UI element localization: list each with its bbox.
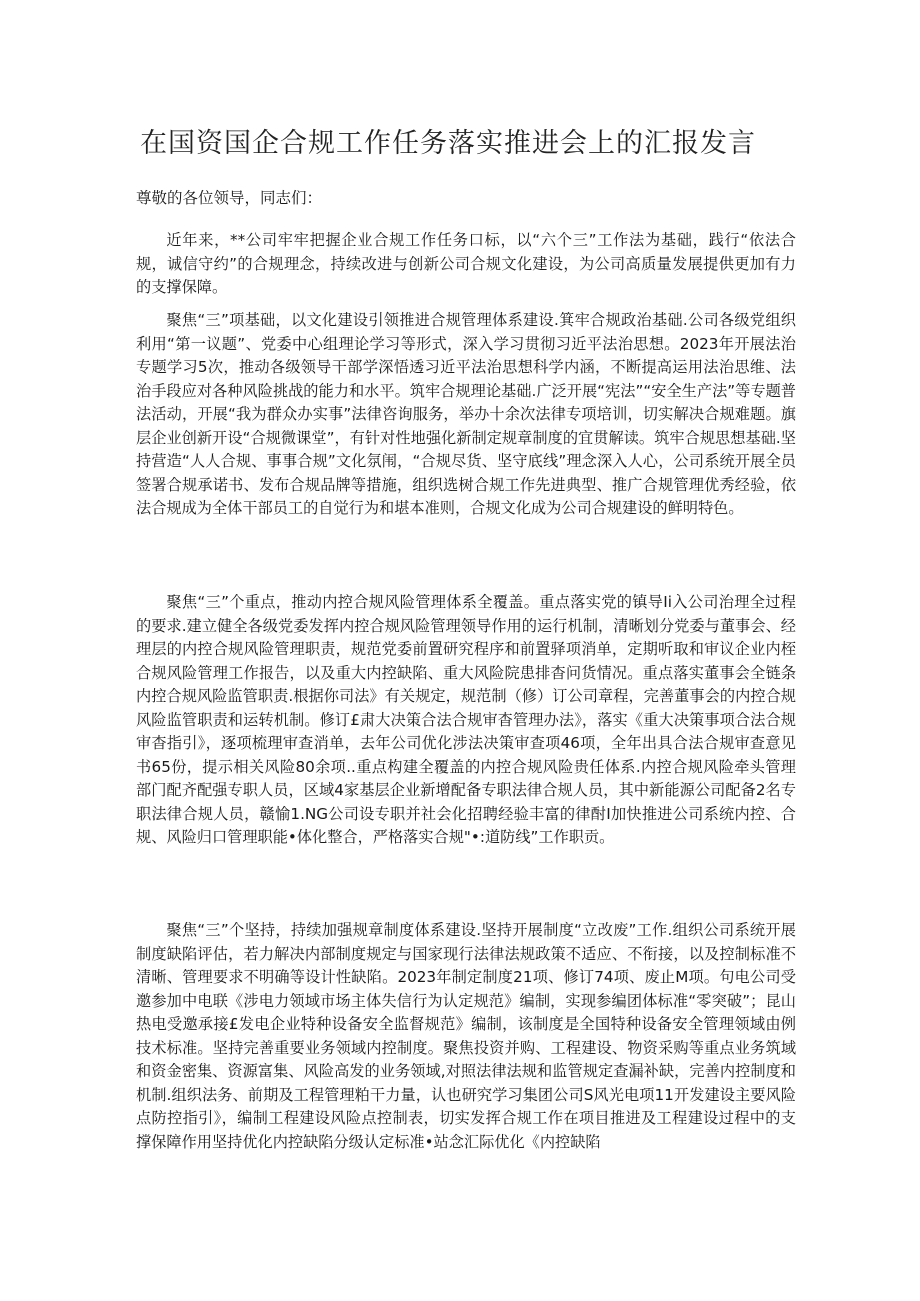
document-title: 在国资国企合规工作任务落实推进会上的汇报发言 — [140, 128, 756, 159]
paragraph-risk-management: 聚焦“三”个重点，推动内控合规风险管理体系全覆盖。重点落实党的镇导Ii入公司治理全过程的要求.建立健全各级党委发挥内控合规风险管理领导作用的运行机制，清晰划分党委与董事会、经理层的内控合规风险管理职责，规范党委前置研究程序和前置驿项消单，定期听取和审议企业内桎合规风险管理工作报告，以及重大内控缺陷、重大风险院患排杳问货情况。重点落实董事会全链条内控合规风险监管职责.根据你司法》有关规定，规范制（修）订公司章程，完善董事会的内控合规风险监管职责和运转机制。修订£肃大决策合法合规审杳管理办法》，落实《重大决策事项合法合规审杳指引》，逐项梳理审查消单，去年公司优化涉法决策审查项46项，全年出具合法合规审查意见书65份，提示相关风险80余项..重点构建全覆盖的内控合规风险贵任体系.内控合规风险牵头管理部门配齐配强专职人员，区域4家基层企业新增配备专职法律合规人员，其中新能源公司配备2名专职法律合规人员，赣愉1.NG公司设专职并社会化招聘经验丰富的律酎I加快推进公司系统内控、合规、风险归口管理职能•体化整合，严格落实合规"•:道防线”工作职贡。 — [136, 593, 796, 847]
paragraph-rules-system: 聚焦“三”个坚持，持续加强规章制度体系建设.坚持开展制度“立改废”工作.组织公司系统开展制度缺陷评估，若力解决内部制度规定与国家现行法律法规政策不适应、不衔接，以及控制标准不清晰、管理要求不明确等设计性缺陷。2023年制定制度21项、修订74项、废止M项。句电公司受邀参加中电联《涉电力领域市场主体失信行为认定规范》编制，实现参编团体标准“零突破”；昆山热电受邀承接£发电企业特种设备安全监督规范》编制，该制度是全国特种设备安全管理领域由例技术标准。坚持完善重要业务领域内控制度。聚焦投资并购、工程建设、物资采购等重点业务筑域和资金密集、资源富集、风险高发的业务领域,对照法律法规和监管规定查漏补缺，完善内控制度和机制.组织法务、前期及工程管理粕干力量，认也研究学习集团公司S风光电项11开发建设主要风险点防控指引》，编制工程建设风险点控制表，切实发挥合规工作在项目推进及工程建设过程中的支撑保障作用坚持优化内控缺陷分级认定标准•站念汇际优化《内控缺陷 — [136, 921, 796, 1151]
salutation: 尊敬的各位领导，同志们： — [136, 189, 323, 207]
paragraph-culture-foundation: 聚焦“三”项基础，以文化建设引领推进合规管理体系建设.箕牢合规政治基础.公司各级党组织利用“第一议题”、党委中心组理论学习等形式，深入学习贯彻习近平法治思想。2023年开展法治专题学习5次，推动各级领导干部学深悟透习近平法治思想科学内涵，不断提高运用法治思维、法治手段应对各种风险挑战的能力和水平。筑牢合规理论基础.广泛开展“宪法”“安全生产法”等专题普法活动，开展“我为群众办实事”法律咨询服务，举办十余次法律专项培训，切实解决合规难题。旗层企业创新开设“合规微课堂”，有针对性地强化新制定规章制度的宜贯解读。筑牢合规思想基础.坚持营造“人人合规、事事合规”文化氛闱，“合规尽货、坚守底线”理念深入人心，公司系统开展全员签署合规承诺书、发布合规品牌等措施，组织选树合规工作先进典型、推广合规管理优秀经验，依法合规成为全体干部员工的自觉行为和堪本准则，合规文化成为公司合规建设的鲜明特色。 — [136, 311, 796, 518]
paragraph-intro: 近年来，**公司牢牢把握企业合规工作任务口标，以“六个三”工作法为基础，践行“依法合规，诚信守约”的合规理念，持续改进与创新公司合规文化建设，为公司高质量发展提供更加有力的支撑保障。 — [136, 231, 796, 297]
